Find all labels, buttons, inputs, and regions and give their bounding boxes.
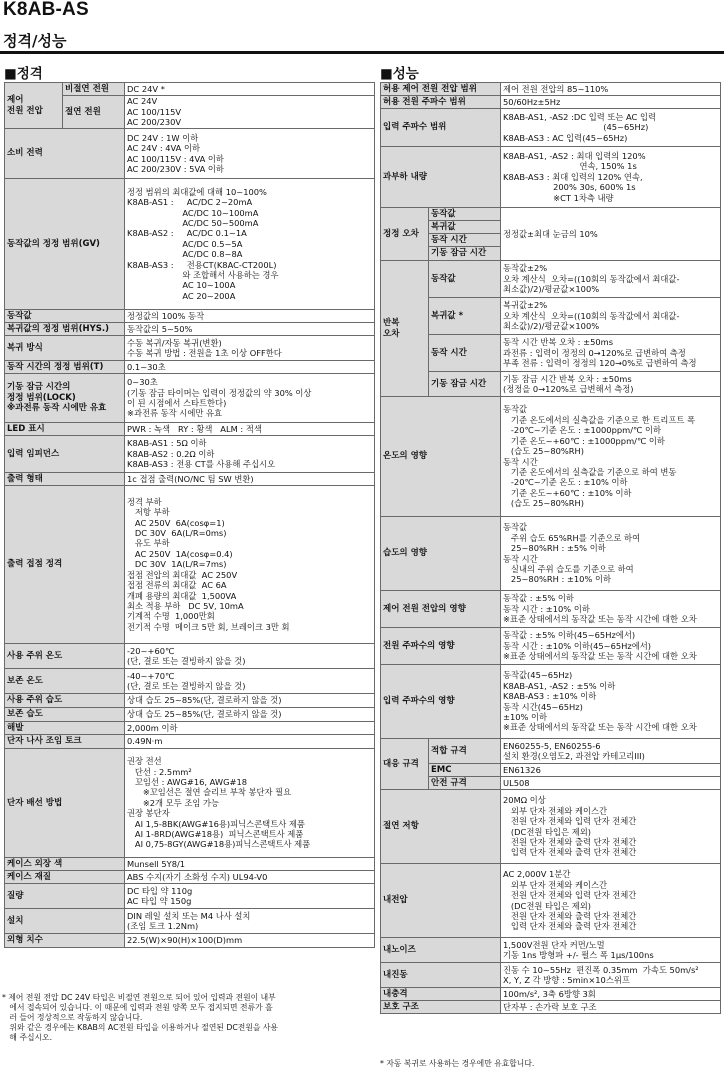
- section-subtitle: 정격/성능: [3, 32, 67, 50]
- perf-sublabel-repeat-time: 동작 시간: [429, 335, 501, 372]
- ratings-value-contact: 정격 부하 저항 부하 AC 250V 6A(cosφ=1) DC 30V 6A(L/R=0ms) 유도 부하 AC 250V 1A(cosφ=0.4) DC 30V 1A(L/R=7ms) 접점 전압의 최대값 AC 250V 접점 전류의 최대값 AC 6A 개폐 용량의 최대값 1,500VA 최소 적용 부하 DC 5V, 10mA 기계적 수명 1,000만회 전기적 수명 메이크 5만 회, 브레이크 3만 회: [125, 486, 375, 644]
- perf-label-insulation: 절연 저항: [381, 790, 501, 864]
- perf-label-repeat-error: 반복 오차: [381, 261, 429, 397]
- perf-value-repeat-lock: 기동 잠금 시간 반복 오차 : ±50ms (정정을 0→120%로 급변해서 측정): [501, 372, 721, 397]
- ratings-label-op: 동작값: [5, 310, 125, 323]
- perf-value-vibration: 진동 수 10~55Hz 편진폭 0.35mm 가속도 50m/s² X, Y, Z 각 방향 : 5min×10스위프: [501, 963, 721, 988]
- perf-value-input-freq-influence: 동작값(45~65Hz) K8AB-AS1, -AS2 : ±5% 이하 K8AB-AS3 : ±10% 이하 동작 시간(45~65Hz) ±10% 이하 ※표준 상태에서의 동작값 또는 동작 시간에 대한 오차: [501, 665, 721, 739]
- ratings-sublabel-isolated: 절연 전원: [63, 96, 125, 129]
- perf-value-freq-influence: 동작값 : ±5% 이하(45~65Hz에서) 동작 시간 : ±10% 이하(45~65Hz에서) ※표준 상태에서의 동작값 또는 동작 시간에 대한 오차: [501, 628, 721, 665]
- ratings-value-altitude: 2,000m 이하: [125, 722, 375, 735]
- ratings-label-color: 케이스 외장 색: [5, 858, 125, 871]
- ratings-value-isolated: AC 24V AC 100/115V AC 200/230V: [125, 96, 375, 129]
- ratings-label-mass: 질량: [5, 884, 125, 909]
- perf-value-noise: 1,500V전원 단자 커먼/노멀 기동 1ns 방형파 +/- 펄스 폭 1μs/100ns: [501, 938, 721, 963]
- ratings-label-wiring: 단자 배선 방법: [5, 749, 125, 858]
- ratings-label-time: 동작 시간의 정정 범위(T): [5, 361, 125, 374]
- perf-sublabel-emc: EMC: [429, 764, 501, 777]
- ratings-value-mass: DC 타입 약 110g AC 타입 약 150g: [125, 884, 375, 909]
- perf-value-insulation: 20MΩ 이상 외부 단자 전체와 케이스간 전원 단자 전체와 입력 단자 전체간 (DC전원 타입은 제외) 전원 단자 전체와 출력 단자 전체간 입력 단자 전체와 출력 단자 전체간: [501, 790, 721, 864]
- ratings-value-op: 정정값의 100% 동작: [125, 310, 375, 323]
- perf-value-repeat-time: 동작 시간 반복 오차 : ±50ms 과전류 : 입력이 정정의 0→120%로 급변하여 측정 부족 전류 : 입력이 정정의 120→0%로 급변하여 측정: [501, 335, 721, 372]
- perf-sublabel-setting-lock: 기동 잠금 시간: [429, 247, 501, 261]
- ratings-label-mounting: 설치: [5, 909, 125, 934]
- ratings-value-impedance: K8AB-AS1 : 5Ω 이하 K8AB-AS2 : 0.2Ω 이하 K8AB-AS3 : 전용 CT를 사용해 주십시오: [125, 436, 375, 473]
- ratings-label-humidity: 사용 주위 습도: [5, 694, 125, 708]
- perf-label-voltage-range: 허용 제어 전원 전압 범위: [381, 83, 501, 96]
- perf-value-voltage-range: 제어 전원 전압의 85~110%: [501, 83, 721, 96]
- performance-heading: ■성능: [380, 66, 419, 82]
- ratings-value-wiring: 권장 전선 단선 : 2.5mm² 꼬임선 : AWG#16, AWG#18 ※꼬임선은 절연 슬리브 부착 봉단자 필요 ※2개 모두 조임 가능 권장 봉단자 AI 1,5-8BK(AWG#16용)피닉스콘택트사 제품 AI 1-8RD(AWG#18용) 피닉스콘택트사 제품 AI 0,75-8GY(AWG#18용)피닉스콘택트사 제품: [125, 749, 375, 858]
- ratings-value-range: 정정 범위의 최대값에 대해 10~100% K8AB-AS1 : AC/DC 2~20mA AC/DC 10~100mA AC/DC 50~500mA K8AB-AS2 : AC/DC 0.1~1A AC/DC 0.5~5A AC/DC 0.8~8A K8AB-AS3 : 전용CT(K8AC-CT200L) 와 조합해서 사용하는 경우 AC 10~100A AC 20~200A: [125, 179, 375, 310]
- perf-sublabel-setting-op: 동작값: [429, 208, 501, 221]
- perf-value-conformity: EN60255-5, EN60255-6 설치 환경(오염도2, 과전압 카테고리III): [501, 739, 721, 764]
- perf-label-vibration: 내진동: [381, 963, 501, 988]
- perf-value-repeat-reset: 복귀값±2% 오차 계산식 오차=((10회의 동작값에서 최대값- 최소값)/2)/평균값×100%: [501, 298, 721, 335]
- perf-label-input-freq: 입력 주파수 범위: [381, 109, 501, 147]
- ratings-value-led: PWR : 녹색 RY : 황색 ALM : 적색: [125, 423, 375, 436]
- ratings-label-contact: 출력 접점 정격: [5, 486, 125, 644]
- perf-value-repeat-op: 동작값±2% 오차 계산식 오차=((10회의 동작값에서 최대값- 최소값)/2)/평균값×100%: [501, 261, 721, 298]
- ratings-label-impedance: 입력 임피던스: [5, 436, 125, 473]
- ratings-value-humidity: 상대 습도 25~85%(단, 결로하지 않을 것): [125, 694, 375, 708]
- ratings-label-dimensions: 외형 치수: [5, 934, 125, 948]
- perf-label-protection: 보호 구조: [381, 1001, 501, 1014]
- perf-value-input-freq: K8AB-AS1, -AS2 :DC 입력 또는 AC 입력 (45~65Hz) K8AB-AS3 : AC 입력(45~65Hz): [501, 109, 721, 147]
- perf-label-noise: 내노이즈: [381, 938, 501, 963]
- perf-label-voltage-influence: 제어 전원 전압의 영향: [381, 591, 501, 628]
- perf-label-withstand: 내전압: [381, 864, 501, 938]
- ratings-heading: ■정격: [4, 66, 43, 82]
- perf-value-withstand: AC 2,000V 1분간 외부 단자 전체와 케이스간 전원 단자 전체와 입력 단자 전체간 (DC전원 타입은 제외) 전원 단자 전체와 출력 단자 전체간 입력 단자 전체와 출력 단자 전체간: [501, 864, 721, 938]
- ratings-value-dimensions: 22.5(W)×90(H)×100(D)mm: [125, 934, 375, 948]
- ratings-label-altitude: 해발: [5, 722, 125, 735]
- perf-label-freq-range: 허용 전원 주파수 범위: [381, 96, 501, 109]
- perf-label-freq-influence: 전원 주파수의 영향: [381, 628, 501, 665]
- perf-sublabel-conformity: 적합 규격: [429, 739, 501, 764]
- perf-value-overload: K8AB-AS1, -AS2 : 최대 입력의 120% 연속, 150% 1s K8AB-AS3 : 최대 입력의 120% 연속, 200% 30s, 600% 1s ※CT 1차측 내량: [501, 147, 721, 208]
- perf-value-safety: UL508: [501, 777, 721, 790]
- ratings-label-led: LED 표시: [5, 423, 125, 436]
- perf-label-input-freq-influence: 입력 주파수의 영향: [381, 665, 501, 739]
- perf-value-temp-influence: 동작값 기준 온도에서의 실측값을 기준으로 한 트리프트 폭 -20℃~기준 온도 : ±1000ppm/℃ 이하 기준 온도~+60℃ : ±1000ppm/℃ 이하 (습도 25~80%RH) 동작 시간 기준 온도에서의 실측값을 기준으로 하여 변동 -20℃~기준 온도 : ±10% 이하 기준 온도~+60℃ : ±10% 이하 (습도 25~80%RH): [501, 397, 721, 517]
- performance-table: [380, 82, 721, 1014]
- ratings-label-storage-temp: 보존 온도: [5, 669, 125, 694]
- ratings-label-temp: 사용 주위 온도: [5, 644, 125, 669]
- perf-value-setting-error: 정정값±최대 눈금의 10%: [501, 208, 721, 261]
- perf-value-emc: EN61326: [501, 764, 721, 777]
- performance-footnote: * 자동 복귀로 사용하는 경우에만 유효합니다.: [380, 1059, 535, 1068]
- ratings-label-power: 소비 전력: [5, 129, 125, 179]
- ratings-value-output: 1c 접점 출력(NO/NC 팀 SW 변환): [125, 473, 375, 486]
- header-rule: [0, 51, 724, 54]
- ratings-label-hys: 복귀값의 정정 범위(HYS.): [5, 323, 125, 336]
- ratings-value-reset: 수동 복귀/자동 복귀(변환) 수동 복귀 방법 : 전원을 1초 이상 OFF한다: [125, 336, 375, 361]
- ratings-value-torque: 0.49N·m: [125, 735, 375, 749]
- ratings-footnote: * 제어 전원 전압 DC 24V 타입은 비절연 전원으로 되어 있어 입력과 전원이 내부 에서 접속되어 있습니다. 이 때문에 입력과 전원 양쪽 모두 접지되면 전류가 흘 러 들어 정상적으로 작동하지 않습니다. 위와 같은 경우에는 K8AB의 AC전원 타입을 이용하거나 절연된 DC전원을 사용 해 주십시오.: [2, 993, 278, 1042]
- ratings-label-material: 케이스 재질: [5, 871, 125, 884]
- perf-value-voltage-influence: 동작값 : ±5% 이하 동작 시간 : ±10% 이하 ※표준 상태에서의 동작값 또는 동작 시간에 대한 오차: [501, 591, 721, 628]
- ratings-value-color: Munsell 5Y8/1: [125, 858, 375, 871]
- ratings-label-supply: 제어 전원 전압: [5, 83, 63, 129]
- perf-label-setting-error: 정정 오차: [381, 208, 429, 261]
- ratings-label-output: 출력 형태: [5, 473, 125, 486]
- ratings-value-temp: -20~+60℃ (단, 결로 또는 결빙하지 않을 것): [125, 644, 375, 669]
- perf-label-standards: 대응 규격: [381, 739, 429, 790]
- perf-sublabel-repeat-op: 동작값: [429, 261, 501, 298]
- page-title: K8AB-AS: [3, 0, 89, 20]
- perf-label-shock: 내충격: [381, 988, 501, 1001]
- ratings-table: [4, 82, 375, 948]
- perf-value-humidity-influence: 동작값 주위 습도 65%RH를 기준으로 하여 25~80%RH : ±5% 이하 동작 시간 실내의 주위 습도를 기준으로 하여 25~80%RH : ±10% 이하: [501, 517, 721, 591]
- ratings-label-torque: 단자 나사 조임 토크: [5, 735, 125, 749]
- ratings-value-power: DC 24V : 1W 이하 AC 24V : 4VA 이하 AC 100/115V : 4VA 이하 AC 200/230V : 5VA 이하: [125, 129, 375, 179]
- ratings-value-time: 0.1~30초: [125, 361, 375, 374]
- ratings-value-material: ABS 수지(자기 소화성 수지) UL94-V0: [125, 871, 375, 884]
- ratings-sublabel-nonisolated: 비절연 전원: [63, 83, 125, 96]
- ratings-value-storage-temp: -40~+70℃ (단, 결로 또는 결빙하지 않을 것): [125, 669, 375, 694]
- perf-sublabel-setting-reset: 복귀값: [429, 221, 501, 234]
- ratings-value-storage-humidity: 상대 습도 25~85%(단, 결로하지 않을 것): [125, 708, 375, 722]
- perf-sublabel-safety: 안전 규격: [429, 777, 501, 790]
- perf-label-humidity-influence: 습도의 영향: [381, 517, 501, 591]
- ratings-label-range: 동작값의 정정 범위(GV): [5, 179, 125, 310]
- ratings-label-storage-humidity: 보존 습도: [5, 708, 125, 722]
- perf-label-temp-influence: 온도의 영향: [381, 397, 501, 517]
- ratings-value-nonisolated: DC 24V *: [125, 83, 375, 96]
- perf-value-shock: 100m/s², 3축 6방향 3회: [501, 988, 721, 1001]
- ratings-label-lock: 기동 잠금 시간의 정정 범위(LOCK) ※과전류 동작 시에만 유효: [5, 374, 125, 423]
- perf-sublabel-setting-time: 동작 시간: [429, 234, 501, 247]
- ratings-value-mounting: DIN 레일 설치 또는 M4 나사 설치 (조임 토크 1.2Nm): [125, 909, 375, 934]
- perf-sublabel-repeat-reset: 복귀값 *: [429, 298, 501, 335]
- ratings-label-reset: 복귀 방식: [5, 336, 125, 361]
- ratings-value-hys: 동작값의 5~50%: [125, 323, 375, 336]
- perf-sublabel-repeat-lock: 기동 잠금 시간: [429, 372, 501, 397]
- ratings-value-lock: 0~30초 (기동 잠금 타이머는 입력이 정정값의 약 30% 이상 이 된 시점에서 스타트한다) ※과전류 동작 시에만 유효: [125, 374, 375, 423]
- perf-value-freq-range: 50/60Hz±5Hz: [501, 96, 721, 109]
- perf-label-overload: 과부하 내량: [381, 147, 501, 208]
- perf-value-protection: 단자부 : 손가락 보호 구조: [501, 1001, 721, 1014]
